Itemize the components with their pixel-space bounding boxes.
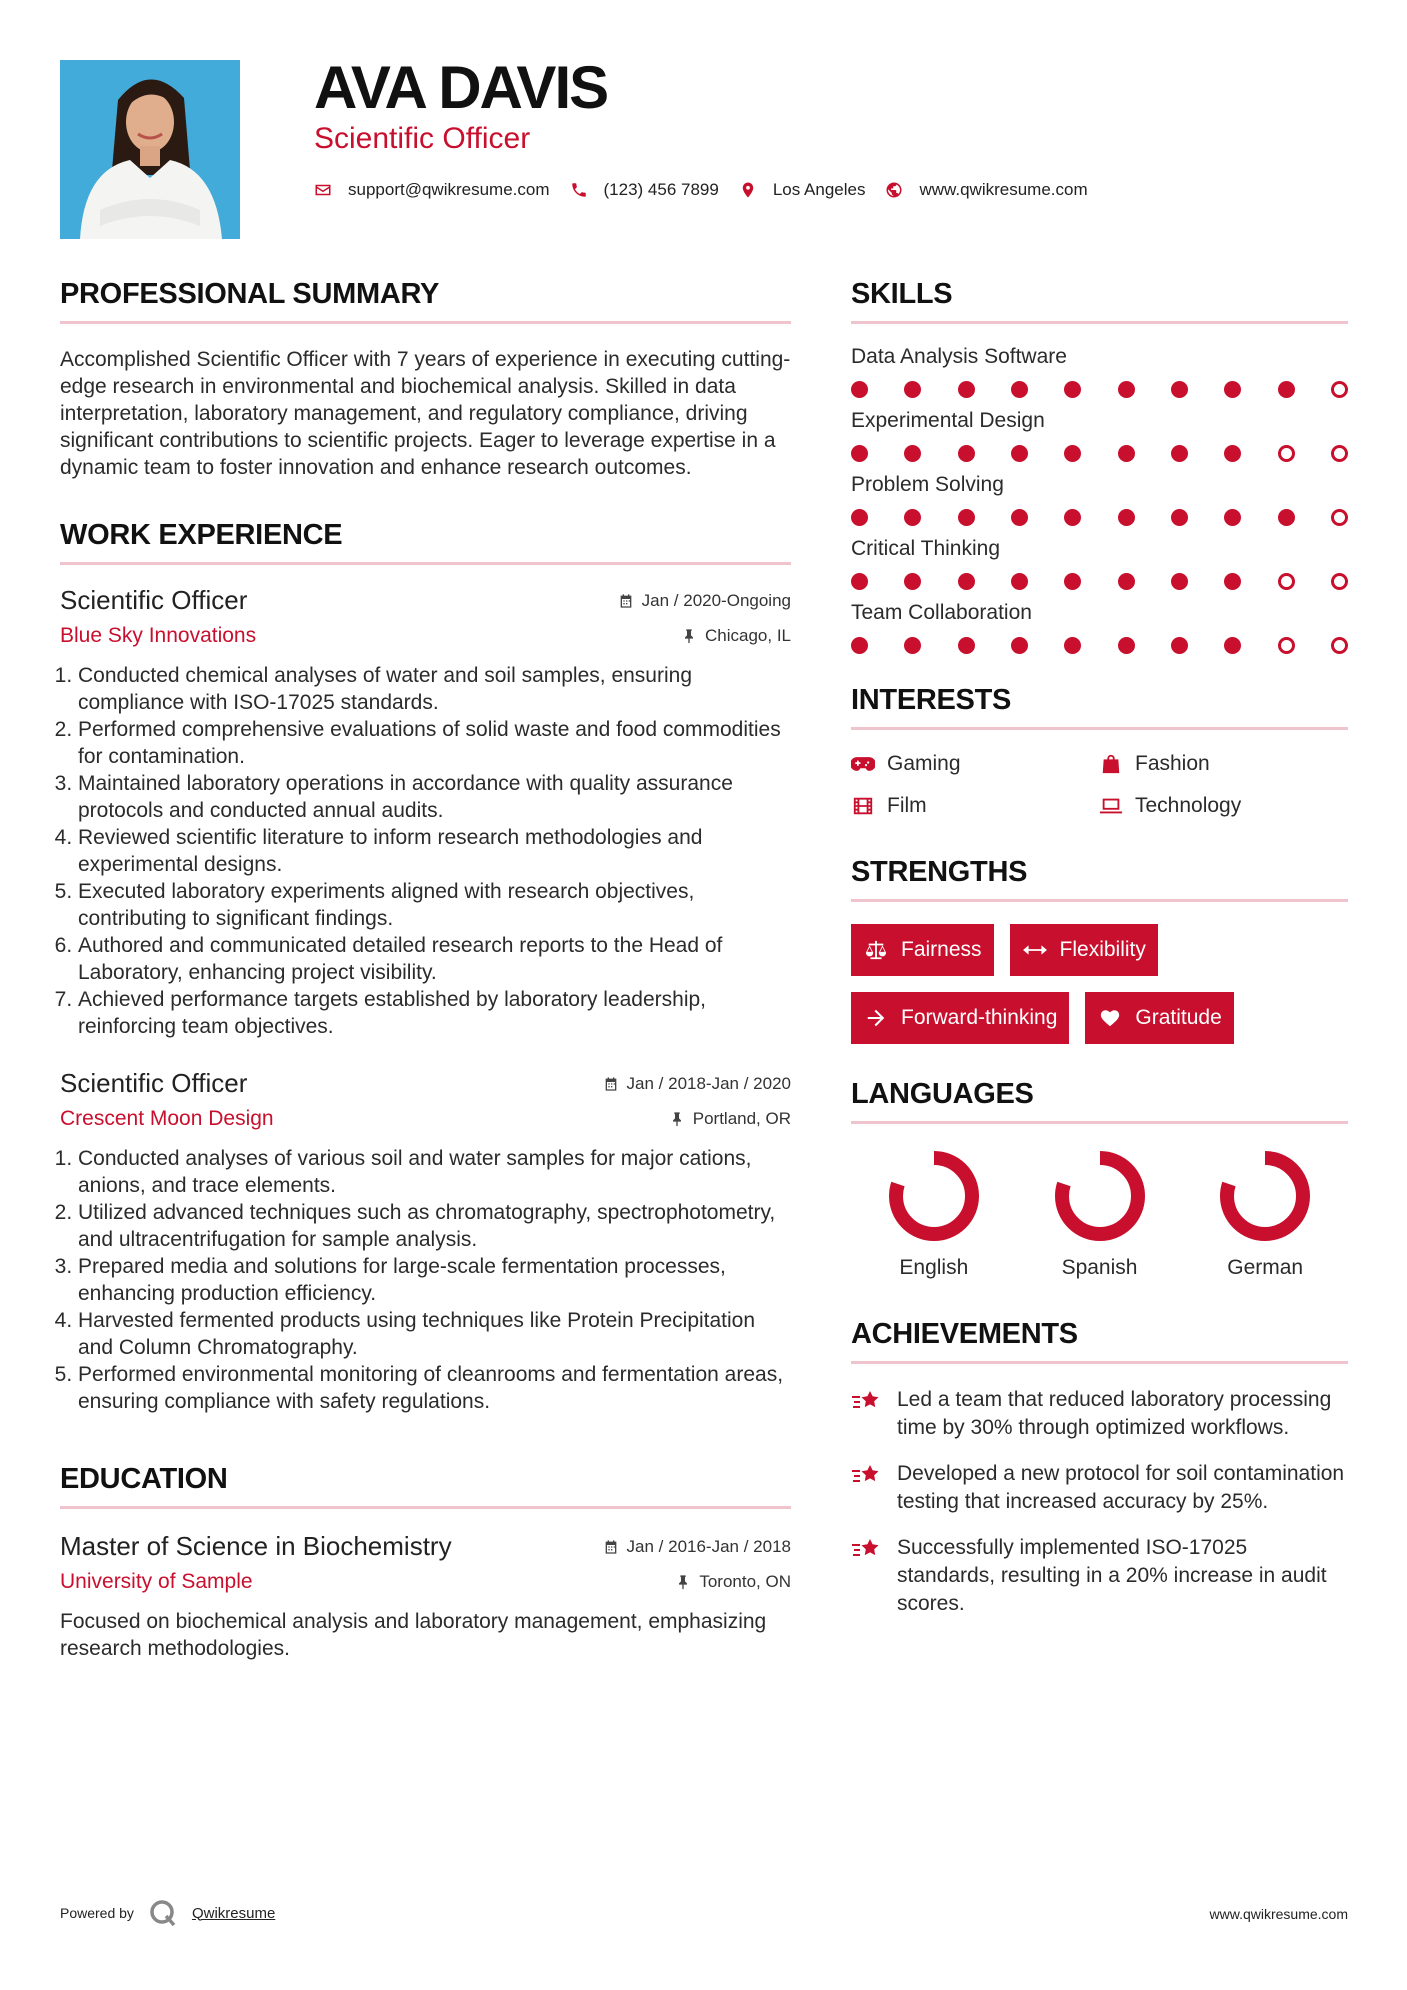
language-proficiency-arc bbox=[896, 1158, 972, 1234]
job-location bbox=[669, 1109, 791, 1129]
interest-label: Fashion bbox=[1135, 752, 1210, 775]
job-bullet: 6. Authored and communicated detailed research reports to the Head of Laboratory, enhancing project visibility. bbox=[78, 932, 791, 986]
footer-powered-by bbox=[60, 1898, 275, 1928]
job-entry bbox=[60, 585, 791, 1040]
summary-text: Accomplished Scientific Officer with 7 years of experience in executing cutting-edge research in environmental and biochemical analysis. Skilled in data interpretation, laboratory management, and regulatory compliance, driving significant contributions to scientific projects. Eager to leverage expertise in a dynamic team to foster innovation and enhance research outcomes. bbox=[60, 348, 791, 479]
film-icon bbox=[851, 795, 875, 817]
language-item bbox=[1017, 1146, 1183, 1280]
interest-label: Gaming bbox=[887, 752, 961, 775]
language-proficiency-ring bbox=[1050, 1146, 1150, 1246]
job-dates bbox=[618, 591, 791, 611]
strength-tag bbox=[1010, 924, 1158, 976]
language-name: English bbox=[899, 1256, 969, 1279]
interests-heading: INTERESTS bbox=[851, 686, 1348, 730]
arrow-right-icon bbox=[863, 1007, 889, 1029]
skill-rating bbox=[851, 509, 1348, 526]
strength-tag bbox=[851, 924, 994, 976]
achievement-text: Developed a new protocol for soil contamination testing that increased accuracy by 25%. bbox=[897, 1462, 1345, 1513]
skill-dot-filled bbox=[1064, 637, 1081, 654]
job-dates-text: Jan / 2018-Jan / 2020 bbox=[626, 1074, 791, 1093]
skill-dot-filled bbox=[1278, 381, 1295, 398]
skill-dot-empty bbox=[1278, 573, 1295, 590]
education-school: University of Sample bbox=[60, 1570, 253, 1593]
education-location bbox=[675, 1572, 791, 1592]
job-bullet: 2. Performed comprehensive evaluations of solid waste and food commodities for contamination. bbox=[78, 716, 791, 770]
skill-dot-filled bbox=[1064, 445, 1081, 462]
skill-rating bbox=[851, 573, 1348, 590]
pushpin-icon bbox=[669, 1111, 685, 1127]
achievement-text: Successfully implemented ISO-17025 standards, resulting in a 20% increase in audit scores. bbox=[897, 1536, 1327, 1615]
strength-label: Gratitude bbox=[1135, 1006, 1222, 1029]
education-degree: Master of Science in Biochemistry bbox=[60, 1531, 452, 1561]
skill-dot-filled bbox=[851, 573, 868, 590]
interests-list bbox=[851, 752, 1348, 818]
skill-dot-filled bbox=[1171, 381, 1188, 398]
skill-rating bbox=[851, 381, 1348, 398]
balance-scale-icon bbox=[863, 939, 889, 961]
laptop-icon bbox=[1099, 795, 1123, 817]
skill-item bbox=[851, 410, 1348, 462]
right-column bbox=[851, 280, 1348, 1636]
calendar-icon bbox=[603, 1076, 619, 1092]
job-bullets bbox=[60, 1145, 791, 1415]
job-bullet: 7. Achieved performance targets established by laboratory leadership, reinforcing team objectives. bbox=[78, 986, 791, 1040]
job-dates bbox=[603, 1074, 791, 1094]
summary-heading: PROFESSIONAL SUMMARY bbox=[60, 280, 791, 324]
job-bullet: 2. Utilized advanced techniques such as chromatography, spectrophotometry, and ultracentrifugation for sample analysis. bbox=[78, 1199, 791, 1253]
skill-dot-filled bbox=[851, 637, 868, 654]
skill-dot-filled bbox=[1064, 509, 1081, 526]
job-entry bbox=[60, 1068, 791, 1415]
arrows-horizontal-icon bbox=[1022, 939, 1048, 961]
skill-dot-filled bbox=[1118, 637, 1135, 654]
contact-email-text: support@qwikresume.com bbox=[348, 180, 550, 199]
contact-email[interactable] bbox=[314, 180, 550, 200]
skill-dot-filled bbox=[1171, 573, 1188, 590]
interests-section bbox=[851, 686, 1348, 818]
skill-dot-empty bbox=[1331, 445, 1348, 462]
skill-dot-filled bbox=[851, 381, 868, 398]
job-bullet: 4. Harvested fermented products using techniques like Protein Precipitation and Column Chromatography. bbox=[78, 1307, 791, 1361]
language-proficiency-arc bbox=[1062, 1158, 1138, 1234]
gamepad-icon bbox=[851, 753, 875, 775]
achievement-text: Led a team that reduced laboratory processing time by 30% through optimized workflows. bbox=[897, 1388, 1332, 1439]
pushpin-icon bbox=[681, 628, 697, 644]
shopping-bag-icon bbox=[1099, 753, 1123, 775]
strengths-list bbox=[851, 924, 1291, 1044]
skill-dot-filled bbox=[1011, 381, 1028, 398]
skill-dot-filled bbox=[1064, 381, 1081, 398]
job-company: Crescent Moon Design bbox=[60, 1107, 274, 1130]
strength-label: Flexibility bbox=[1059, 938, 1146, 961]
skill-dot-filled bbox=[1118, 445, 1135, 462]
skill-dot-filled bbox=[1278, 509, 1295, 526]
languages-section bbox=[851, 1080, 1348, 1280]
skill-dot-filled bbox=[904, 637, 921, 654]
education-text: Focused on biochemical analysis and laboratory management, emphasizing research methodologies. bbox=[60, 1610, 767, 1660]
skill-item bbox=[851, 474, 1348, 526]
interest-item bbox=[851, 752, 1099, 776]
job-role: Scientific Officer bbox=[60, 585, 248, 615]
skill-rating bbox=[851, 445, 1348, 462]
language-proficiency-ring bbox=[1215, 1146, 1315, 1246]
strength-label: Fairness bbox=[901, 938, 982, 961]
envelope-icon bbox=[314, 181, 332, 199]
skill-dot-filled bbox=[1224, 573, 1241, 590]
skill-dot-filled bbox=[904, 381, 921, 398]
language-item bbox=[1182, 1146, 1348, 1280]
skill-dot-filled bbox=[904, 573, 921, 590]
skill-name: Critical Thinking bbox=[851, 537, 1000, 560]
heart-icon bbox=[1097, 1007, 1123, 1029]
skill-dot-empty bbox=[1331, 381, 1348, 398]
job-location bbox=[681, 626, 791, 646]
skill-dot-filled bbox=[904, 445, 921, 462]
skill-dot-empty bbox=[1278, 445, 1295, 462]
experience-heading: WORK EXPERIENCE bbox=[60, 521, 791, 565]
job-bullet: 4. Reviewed scientific literature to inform research methodologies and experimental designs. bbox=[78, 824, 791, 878]
skill-item bbox=[851, 346, 1348, 398]
job-role: Scientific Officer bbox=[60, 1068, 248, 1098]
job-location-text: Portland, OR bbox=[692, 1109, 791, 1128]
skill-dot-empty bbox=[1331, 573, 1348, 590]
contact-website[interactable] bbox=[885, 180, 1087, 200]
achievements-section bbox=[851, 1320, 1348, 1618]
left-column bbox=[60, 280, 791, 1662]
skill-dot-filled bbox=[958, 509, 975, 526]
strengths-section bbox=[851, 858, 1348, 1044]
skill-dot-filled bbox=[1171, 445, 1188, 462]
interest-item bbox=[851, 794, 1099, 818]
contact-location-text: Los Angeles bbox=[772, 180, 866, 199]
skill-dot-filled bbox=[1011, 509, 1028, 526]
skill-dot-filled bbox=[851, 509, 868, 526]
achievement-item bbox=[851, 1534, 1348, 1618]
language-proficiency-ring bbox=[884, 1146, 984, 1246]
skill-dot-filled bbox=[1011, 637, 1028, 654]
qwikresume-logo-icon bbox=[148, 1898, 178, 1928]
skill-dot-filled bbox=[1011, 573, 1028, 590]
shooting-star-icon bbox=[851, 1536, 883, 1564]
skill-dot-empty bbox=[1331, 509, 1348, 526]
map-pin-icon bbox=[739, 181, 757, 199]
shooting-star-icon bbox=[851, 1462, 883, 1490]
language-proficiency-arc bbox=[1227, 1158, 1303, 1234]
footer-website[interactable]: www.qwikresume.com bbox=[1209, 1906, 1348, 1922]
education-location-text: Toronto, ON bbox=[699, 1572, 791, 1591]
language-item bbox=[851, 1146, 1017, 1280]
achievement-item bbox=[851, 1386, 1348, 1442]
job-bullets bbox=[60, 662, 791, 1040]
education-dates bbox=[603, 1537, 791, 1557]
globe-icon bbox=[885, 181, 903, 199]
skill-dot-filled bbox=[958, 637, 975, 654]
phone-icon bbox=[570, 181, 588, 199]
education-heading: EDUCATION bbox=[60, 1465, 791, 1509]
skill-name: Team Collaboration bbox=[851, 601, 1032, 624]
languages-list bbox=[851, 1146, 1348, 1280]
skill-dot-empty bbox=[1278, 637, 1295, 654]
contact-website-text: www.qwikresume.com bbox=[919, 180, 1088, 199]
skills-section bbox=[851, 280, 1348, 654]
strengths-heading: STRENGTHS bbox=[851, 858, 1348, 902]
language-name: Spanish bbox=[1061, 1256, 1138, 1279]
skills-heading: SKILLS bbox=[851, 280, 1348, 324]
job-bullet: 3. Prepared media and solutions for large-scale fermentation processes, enhancing production efficiency. bbox=[78, 1253, 791, 1307]
languages-heading: LANGUAGES bbox=[851, 1080, 1348, 1124]
job-company: Blue Sky Innovations bbox=[60, 624, 257, 647]
profile-photo bbox=[60, 60, 240, 239]
skill-dot-filled bbox=[1224, 381, 1241, 398]
skill-dot-filled bbox=[1224, 509, 1241, 526]
job-bullet: 1. Conducted chemical analyses of water and soil samples, ensuring compliance with ISO-17025 standards. bbox=[78, 662, 791, 716]
education-dates-text: Jan / 2016-Jan / 2018 bbox=[626, 1537, 791, 1556]
skill-dot-filled bbox=[1118, 509, 1135, 526]
skill-dot-filled bbox=[851, 445, 868, 462]
strength-tag bbox=[851, 992, 1069, 1044]
shooting-star-icon bbox=[851, 1388, 883, 1416]
skill-dot-filled bbox=[1224, 637, 1241, 654]
job-bullet: 5. Executed laboratory experiments aligned with research objectives, contributing to significant findings. bbox=[78, 878, 791, 932]
job-bullet: 3. Maintained laboratory operations in accordance with quality assurance protocols and conducted annual audits. bbox=[78, 770, 791, 824]
profile-photo-illustration bbox=[60, 60, 240, 239]
skill-dot-filled bbox=[904, 509, 921, 526]
candidate-title: Scientific Officer bbox=[314, 122, 531, 155]
skill-item bbox=[851, 538, 1348, 590]
skill-rating bbox=[851, 637, 1348, 654]
skill-dot-filled bbox=[958, 573, 975, 590]
candidate-name: AVA DAVIS bbox=[314, 54, 608, 121]
job-bullet: 5. Performed environmental monitoring of cleanrooms and fermentation areas, ensuring compliance with safety regulations. bbox=[78, 1361, 791, 1415]
skill-dot-filled bbox=[1118, 381, 1135, 398]
contact-bar bbox=[314, 178, 1108, 202]
job-location-text: Chicago, IL bbox=[705, 626, 791, 645]
skill-dot-filled bbox=[958, 445, 975, 462]
skill-item bbox=[851, 602, 1348, 654]
skill-name: Experimental Design bbox=[851, 409, 1045, 432]
skill-dot-filled bbox=[1118, 573, 1135, 590]
calendar-icon bbox=[603, 1539, 619, 1555]
skills-list bbox=[851, 346, 1348, 654]
skill-dot-filled bbox=[1224, 445, 1241, 462]
contact-phone[interactable] bbox=[570, 180, 719, 200]
interest-item bbox=[1099, 794, 1347, 818]
skill-dot-empty bbox=[1331, 637, 1348, 654]
strength-tag bbox=[1085, 992, 1233, 1044]
language-name: German bbox=[1227, 1256, 1304, 1279]
job-dates-text: Jan / 2020-Ongoing bbox=[641, 591, 791, 610]
interest-label: Technology bbox=[1135, 794, 1242, 817]
interest-item bbox=[1099, 752, 1347, 776]
contact-phone-text: (123) 456 7899 bbox=[603, 180, 719, 199]
strength-label: Forward-thinking bbox=[901, 1006, 1058, 1029]
job-bullet: 1. Conducted analyses of various soil and water samples for major cations, anions, and trace elements. bbox=[78, 1145, 791, 1199]
experience-section bbox=[60, 521, 791, 1415]
skill-name: Data Analysis Software bbox=[851, 345, 1067, 368]
contact-location bbox=[739, 180, 866, 200]
skill-dot-filled bbox=[1064, 573, 1081, 590]
skill-dot-filled bbox=[1171, 509, 1188, 526]
achievement-item bbox=[851, 1460, 1348, 1516]
skill-dot-filled bbox=[1171, 637, 1188, 654]
brand-link[interactable]: Qwikresume bbox=[191, 1904, 276, 1922]
achievements-heading: ACHIEVEMENTS bbox=[851, 1320, 1348, 1364]
powered-by-text: Powered by bbox=[60, 1905, 134, 1921]
skill-dot-filled bbox=[958, 381, 975, 398]
skill-name: Problem Solving bbox=[851, 473, 1004, 496]
interest-label: Film bbox=[887, 794, 927, 817]
summary-section bbox=[60, 280, 791, 481]
skill-dot-filled bbox=[1011, 445, 1028, 462]
calendar-icon bbox=[618, 593, 634, 609]
education-section bbox=[60, 1465, 791, 1662]
pushpin-icon bbox=[675, 1574, 691, 1590]
